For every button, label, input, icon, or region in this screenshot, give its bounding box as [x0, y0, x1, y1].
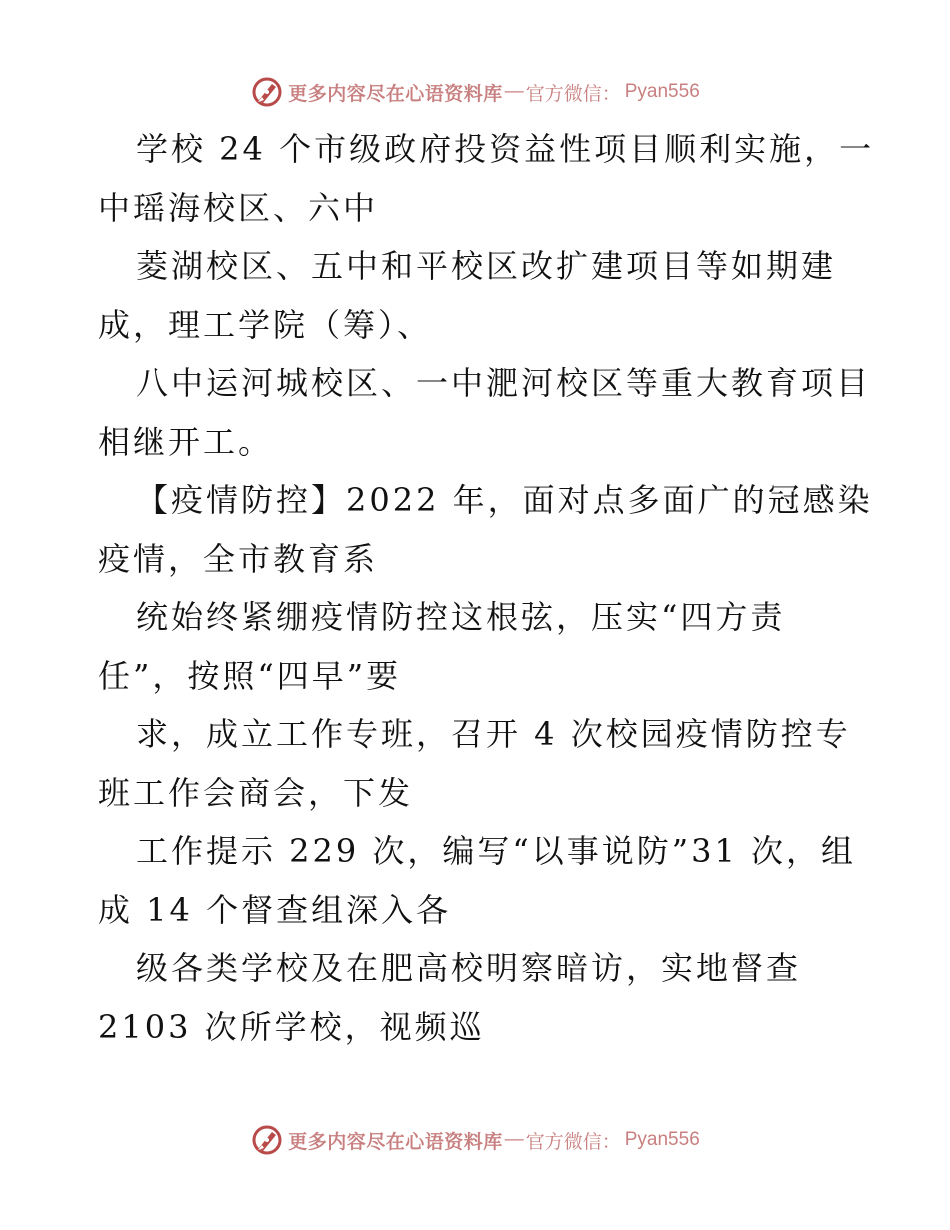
- body-line: 疫情，全市教育系: [98, 539, 379, 578]
- body-line: 求，成立工作专班，召开 4 次校园疫情防控专: [136, 715, 851, 753]
- body-line: 学校 24 个市级政府投资益性项目顺利实施，一: [136, 130, 875, 168]
- body-line: 八中运河城校区、一中淝河校区等重大教育项目: [136, 364, 872, 402]
- body-line: 中瑶海校区、六中: [98, 188, 379, 227]
- banner-separator: —: [504, 1129, 524, 1150]
- body-line: 统始终紧绷疫情防控这根弦，压实“四方责: [136, 598, 786, 636]
- body-line: 班工作会商会，下发: [98, 773, 414, 812]
- body-line: 【疫情防控】2022 年，面对点多面广的冠感染: [136, 481, 873, 519]
- banner-title: 更多内容尽在心语资料库: [288, 82, 503, 105]
- body-line: 相继开工。: [98, 422, 274, 461]
- header-banner: [0, 72, 950, 112]
- body-line: 菱湖校区、五中和平校区改扩建项目等如期建: [136, 247, 837, 285]
- banner-separator: —: [504, 81, 524, 102]
- body-line: 成，理工学院（筹）、: [98, 305, 433, 344]
- body-line: 任”，按照“四早”要: [98, 656, 402, 695]
- banner-wechat-id: Pyan556: [624, 81, 700, 102]
- body-line: 级各类学校及在肥高校明察暗访，实地督查: [136, 949, 802, 987]
- body-line: 成 14 个督查组深入各: [98, 890, 452, 929]
- banner-wechat-label: 官方微信：: [525, 82, 621, 105]
- banner-title: 更多内容尽在心语资料库: [288, 1130, 503, 1153]
- footer-banner: [0, 1120, 950, 1160]
- body-line: 工作提示 229 次，编写“以事说防”31 次，组: [136, 832, 857, 870]
- body-line: 2103 次所学校，视频巡: [98, 1007, 485, 1046]
- pen-nib-logo-icon: [250, 1123, 284, 1157]
- banner-wechat-id: Pyan556: [624, 1129, 700, 1150]
- document-body: [98, 120, 875, 1056]
- banner-wechat-label: 官方微信：: [525, 1130, 621, 1153]
- pen-nib-logo-icon: [250, 75, 284, 109]
